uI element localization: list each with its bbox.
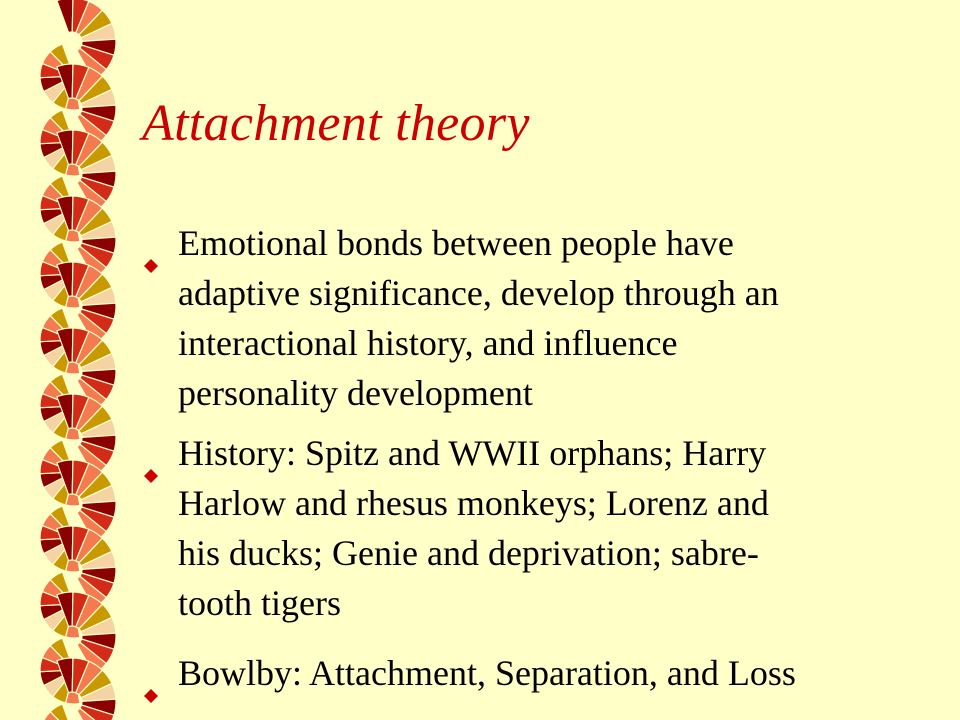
bullet-line: tooth tigers — [178, 583, 341, 623]
bullet-line: adaptive significance, develop through an — [178, 273, 779, 313]
bullet-item-1 — [144, 218, 904, 418]
bullet-text-3 — [178, 648, 908, 698]
bullet-line: History: Spitz and WWII orphans; Harry — [178, 433, 767, 473]
bullet-line: Emotional bonds between people have — [178, 223, 734, 263]
bullet-text-2 — [178, 428, 908, 628]
diamond-bullet-icon — [144, 236, 158, 250]
bullet-line: personality development — [178, 373, 533, 413]
bullet-line: interactional history, and influence — [178, 323, 678, 363]
slide-title: Attachment theory — [142, 95, 530, 152]
bullet-line: his ducks; Genie and deprivation; sabre- — [178, 533, 759, 573]
bullet-item-3 — [144, 648, 904, 698]
bullet-line: Bowlby: Attachment, Separation, and Loss — [178, 653, 796, 693]
diamond-bullet-icon — [144, 446, 158, 460]
bullet-line: Harlow and rhesus monkeys; Lorenz and — [178, 483, 769, 523]
bullet-item-2 — [144, 428, 904, 628]
decorative-ribbon-border — [18, 0, 130, 720]
ribbon-segment — [57, 0, 73, 33]
bullet-text-1 — [178, 218, 908, 418]
diamond-bullet-icon — [144, 666, 158, 680]
